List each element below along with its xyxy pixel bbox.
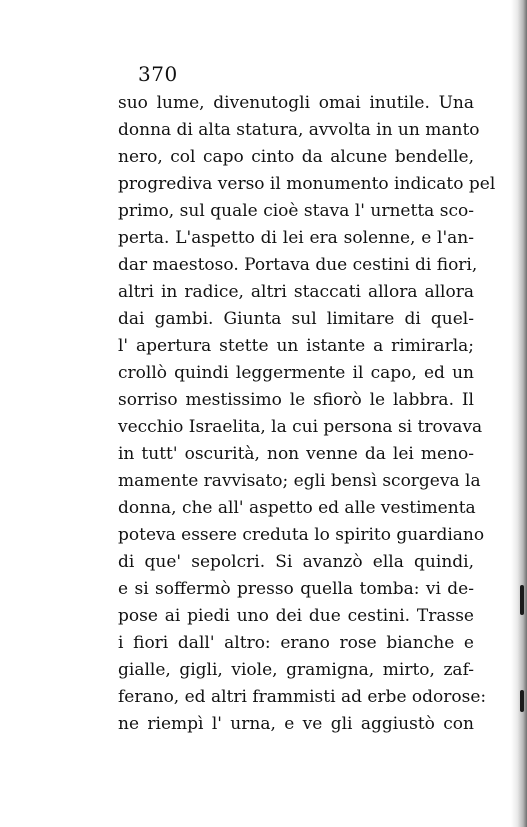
page-edge-shadow	[511, 0, 527, 827]
text-line: l' apertura stette un istante a rimirarla;	[118, 336, 474, 356]
text-line: donna, che all' aspetto ed alle vestimenta	[118, 498, 476, 518]
text-line: e si soffermò presso quella tomba: vi de-	[118, 579, 474, 599]
body-text	[118, 90, 496, 738]
text-line: pose ai piedi uno dei due cestini. Trasse	[118, 606, 474, 626]
text-line: perta. L'aspetto di lei era solenne, e l'an-	[118, 228, 474, 248]
text-line: vecchio Israelita, la cui persona si trovava	[118, 417, 483, 437]
text-line: dar maestoso. Portava due cestini di fiori,	[118, 255, 478, 275]
text-line: primo, sul quale cioè stava l' urnetta sco-	[118, 201, 474, 221]
page-edge-mark	[520, 585, 524, 615]
text-line: di que' sepolcri. Si avanzò ella quindi,	[118, 552, 474, 572]
text-line: ne riempì l' urna, e ve gli aggiustò con	[118, 714, 474, 734]
text-line: altri in radice, altri staccati allora allora	[118, 282, 474, 302]
text-line: ferano, ed altri frammisti ad erbe odorose:	[118, 687, 487, 707]
text-line: poteva essere creduta lo spirito guardiano	[118, 525, 485, 545]
text-line: sorriso mestissimo le sfiorò le labbra. Il	[118, 390, 474, 410]
text-line: suo lume, divenutogli omai inutile. Una	[118, 93, 474, 113]
text-line: mamente ravvisato; egli bensì scorgeva la	[118, 471, 481, 491]
text-line: nero, col capo cinto da alcune bendelle,	[118, 147, 474, 167]
page-edge-mark	[520, 690, 524, 712]
text-line: progrediva verso il monumento indicato pel	[118, 174, 496, 194]
text-line: crollò quindi leggermente il capo, ed un	[118, 363, 474, 383]
page-number: 370	[138, 62, 178, 86]
text-line: gialle, gigli, viole, gramigna, mirto, zaf-	[118, 660, 474, 680]
text-line: donna di alta statura, avvolta in un manto	[118, 120, 480, 140]
text-line: i fiori dall' altro: erano rose bianche e	[118, 633, 474, 653]
text-line: dai gambi. Giunta sul limitare di quel-	[118, 309, 474, 329]
text-line: in tutt' oscurità, non venne da lei meno-	[118, 444, 474, 464]
